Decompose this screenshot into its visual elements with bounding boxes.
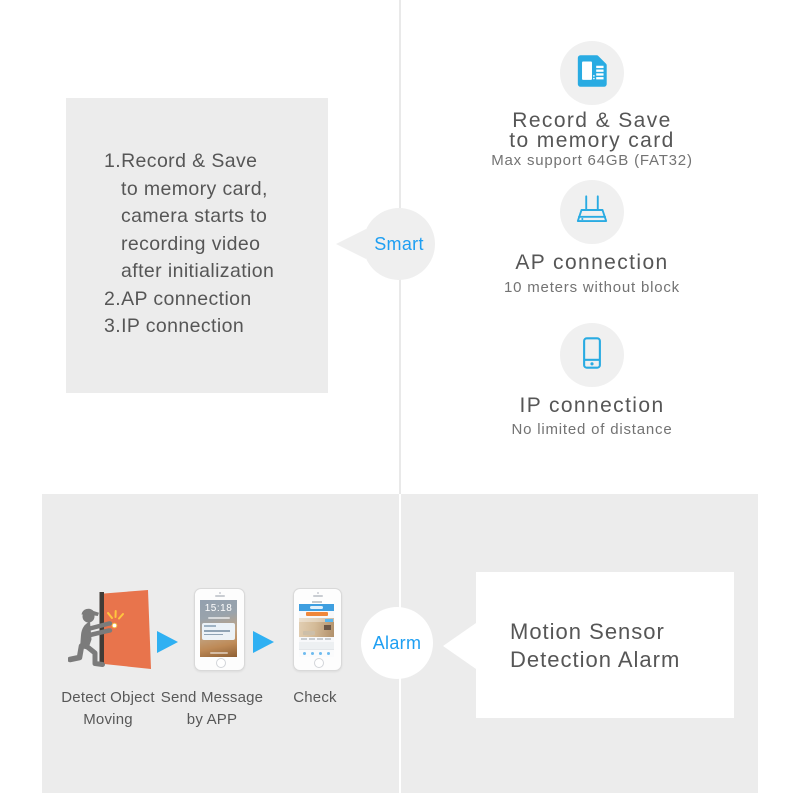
feature-title: Record & Save — [512, 109, 672, 132]
step-label-line: Moving — [83, 710, 133, 728]
step-label-line: Send Message — [160, 689, 264, 706]
feature-subtitle: 10 meters without block — [504, 279, 680, 296]
phone-speaker — [215, 595, 225, 597]
router-icon — [571, 189, 613, 236]
step-label-line: by APP — [186, 710, 238, 728]
phone-notification-icon — [194, 588, 245, 671]
callout-text — [510, 618, 680, 674]
step-label-check — [250, 687, 380, 709]
phone-app-icon — [293, 588, 342, 671]
app-toolbar — [299, 649, 334, 657]
bubble-tail-left — [336, 229, 366, 259]
note-line: after initialization — [121, 260, 275, 282]
feature-notes-text — [104, 148, 274, 341]
door-detection-icon — [68, 588, 160, 681]
feature-subtitle: No limited of distance — [511, 421, 673, 438]
feature-ap-connection — [560, 180, 624, 244]
callout-line: Motion Sensor — [510, 619, 665, 644]
feature-subtitle: Max support 64GB (FAT32) — [491, 152, 693, 169]
smart-bubble-label: Smart — [374, 233, 424, 254]
feature-notes-panel — [66, 98, 328, 393]
phone-home-button — [216, 658, 226, 668]
motion-sensor-callout — [476, 572, 734, 718]
feature-record-save — [560, 41, 624, 105]
alarm-bubble-label: Alarm — [372, 632, 422, 653]
note-line: 2.AP connection — [104, 287, 252, 310]
note-line: 1.Record & Save — [104, 150, 258, 172]
camera-snapshot — [299, 618, 334, 637]
flow-arrow-icon — [157, 631, 178, 653]
step-label-line: Check — [293, 689, 337, 706]
slide-to-unlock-bar — [210, 652, 228, 654]
note-line: recording video — [121, 232, 261, 255]
callout-tail-left — [443, 623, 476, 669]
step-label-line: Detect Object — [61, 689, 155, 706]
feature-title: to memory card — [509, 129, 675, 152]
alarm-speech-bubble — [361, 607, 433, 679]
feature-ip-connection — [560, 323, 624, 387]
phone-lock-screen — [200, 600, 237, 657]
app-action-row — [299, 611, 334, 618]
note-line: camera starts to — [121, 205, 268, 227]
smartphone-icon — [571, 332, 613, 379]
push-notification-card — [202, 623, 235, 640]
note-line: to memory card, — [121, 177, 268, 200]
smart-speech-bubble — [363, 208, 435, 280]
sd-card-icon — [571, 50, 613, 97]
phone-home-button — [314, 658, 324, 668]
phone-app-screen — [299, 600, 334, 657]
app-header-bar — [299, 604, 334, 611]
callout-line: Detection Alarm — [510, 647, 681, 672]
lock-screen-date-bar — [208, 617, 230, 619]
notification-text-line — [204, 630, 230, 632]
phone-speaker — [313, 595, 323, 597]
lock-screen-time: 15:18 — [204, 603, 233, 614]
notification-text-line — [204, 634, 223, 636]
phone-camera-dot — [219, 592, 221, 594]
feature-title: IP connection — [519, 394, 665, 417]
flow-arrow-icon — [253, 631, 274, 653]
feature-title: AP connection — [515, 251, 669, 274]
note-line: 3.IP connection — [104, 315, 245, 337]
app-orange-button — [306, 612, 328, 617]
notification-app-bar — [204, 625, 216, 627]
snapshot-caption-row — [299, 637, 334, 642]
phone-camera-dot — [317, 592, 319, 594]
